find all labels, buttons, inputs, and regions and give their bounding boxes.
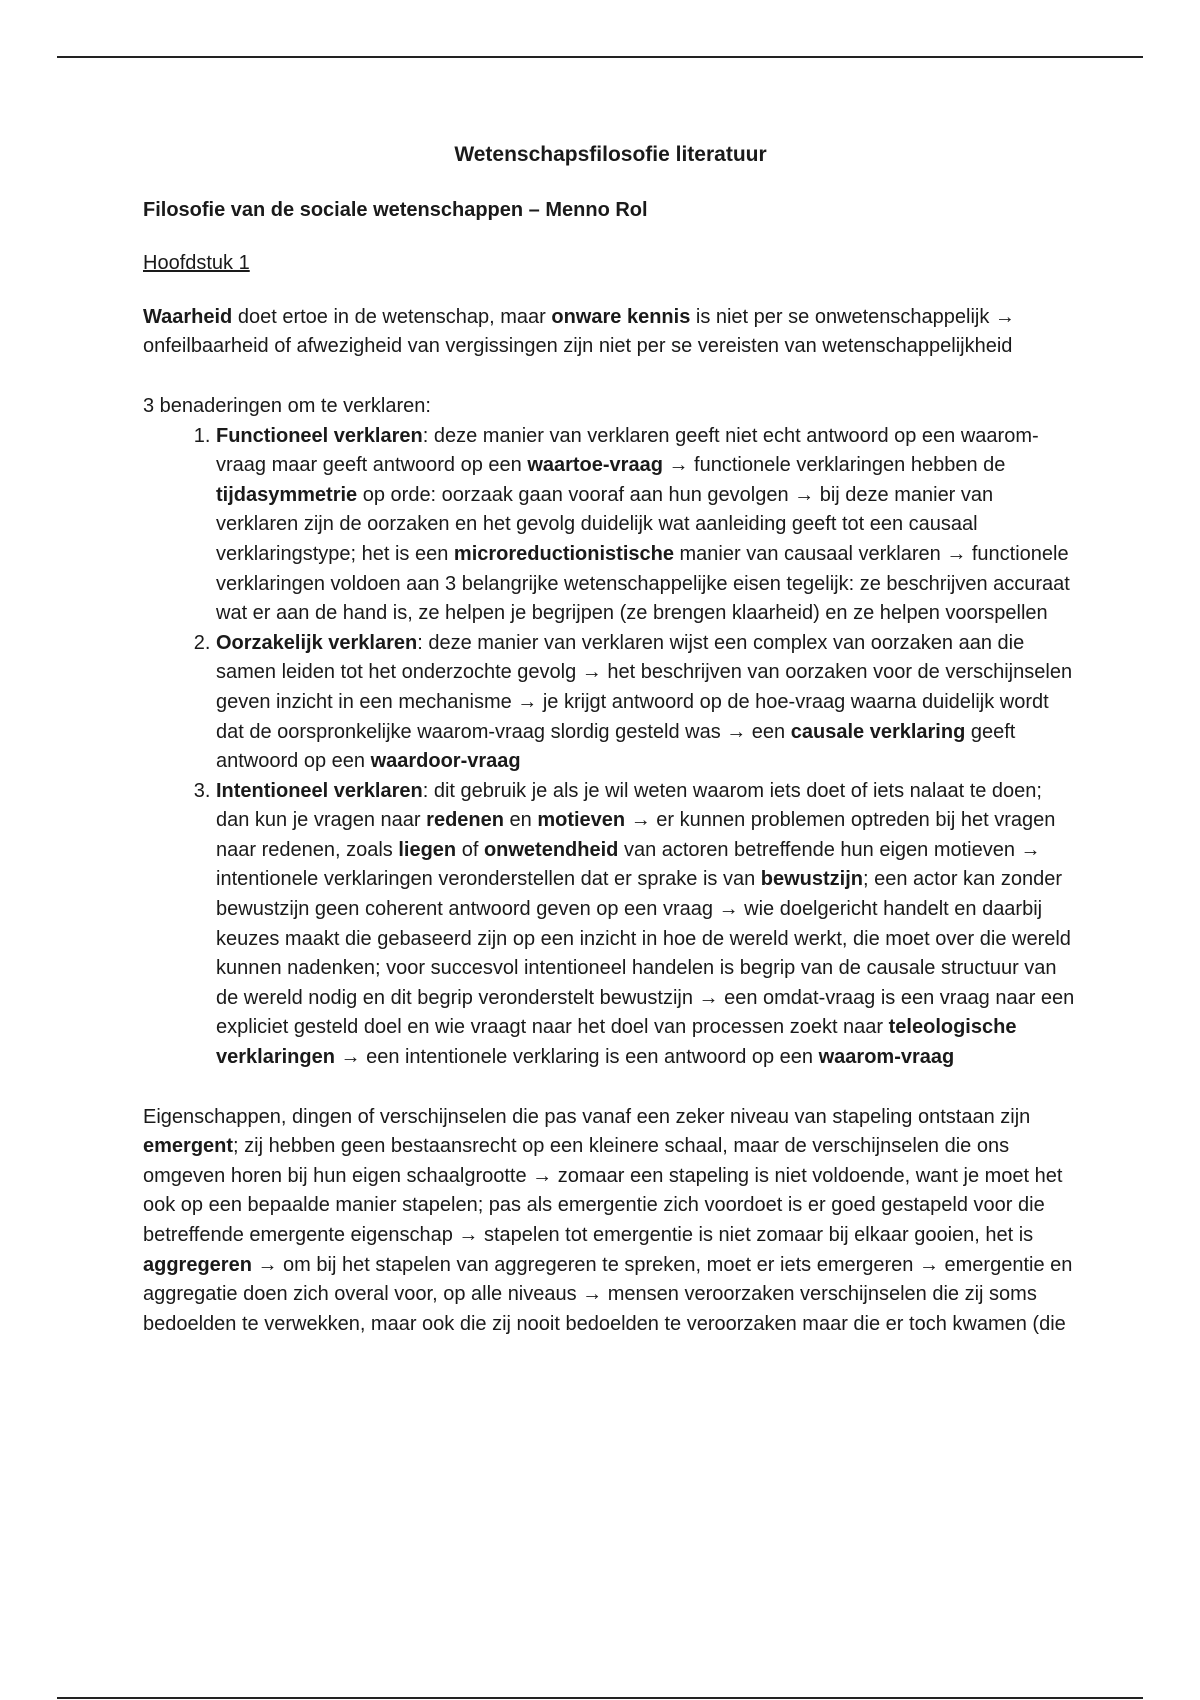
document-title: Wetenschapsfilosofie literatuur bbox=[454, 143, 767, 166]
footer-rule bbox=[57, 1697, 1143, 1699]
intro-paragraph: Waarheid doet ertoe in de wetenschap, maar onware kennis is niet per se onwetenschappelijk → onfeilbaarheid of afwezigheid van vergissingen zijn niet per se vereisten van wetenschappelijkheid bbox=[143, 305, 1015, 358]
emergence-paragraph: Eigenschappen, dingen of verschijnselen die pas vanaf een zeker niveau van stapeling ontstaan zijn emergent; zij hebben geen bestaansrecht op een kleinere schaal, maar de verschijnselen die ons omgeven horen bij hun eigen schaalgrootte → zomaar een stapeling is niet voldoende, want je moet het ook op een bepaalde manier stapelen; pas als emergentie zich voordoet is er goed gestapeld voor die betreffende emergente eigenschap → stapelen tot emergentie is niet zomaar bij elkaar gooien, het is aggregeren → om bij het stapelen van aggregeren te spreken, moet er iets emergeren → emergentie en aggregatie doen zich overal voor, op alle niveaus → mensen veroorzaken verschijnselen die zij soms bedoelden te verwekken, maar ook die zij nooit bedoelden te veroorzaken maar die er toch kwamen (die bbox=[143, 1105, 1073, 1335]
term-waarheid: Waarheid bbox=[143, 305, 233, 328]
header-rule bbox=[57, 56, 1143, 58]
document-subtitle: Filosofie van de sociale wetenschappen – Menno Rol bbox=[143, 198, 648, 221]
list-item-functioneel: 1. Functioneel verklaren: deze manier van verklaren geeft niet echt antwoord op een waarom-vraag maar geeft antwoord op een waartoe-vraag → functionele verklaringen hebben de tijdasymmetrie op orde: oorzaak gaan vooraf aan hun gevolgen → bij deze manier van verklaren zijn de oorzaken en het gevolg duidelijk wat aanleiding geeft tot een causaal verklaringstype; het is een microreductionistische manier van causaal verklaren → functionele verklaringen voldoen aan 3 belangrijke wetenschappelijke eisen tegelijk: ze beschrijven accuraat wat er aan de hand is, ze helpen je begrijpen (ze brengen klaarheid) en ze helpen voorspellen bbox=[216, 422, 1078, 629]
list-intro: 3 benaderingen om te verklaren: bbox=[143, 394, 431, 417]
document-body bbox=[143, 140, 1078, 1339]
term-emergent: emergent bbox=[143, 1135, 234, 1158]
list-item-oorzakelijk: 2. Oorzakelijk verklaren: deze manier van verklaren wijst een complex van oorzaken aan die samen leiden tot het onderzochte gevolg → het beschrijven van oorzaken voor de verschijnselen geven inzicht in een mechanisme → je krijgt antwoord op de hoe-vraag waarna duidelijk wordt dat de oorspronkelijke waarom-vraag slordig gesteld was → een causale verklaring geeft antwoord op een waardoor-vraag bbox=[216, 629, 1078, 777]
list-item-intentioneel: 3. Intentioneel verklaren: dit gebruik je als je wil weten waarom iets doet of iets nalaat te doen; dan kun je vragen naar redenen en motieven → er kunnen problemen optreden bij het vragen naar redenen, zoals liegen of onwetendheid van actoren betreffende hun eigen motieven → intentionele verklaringen veronderstellen dat er sprake is van bewustzijn; een actor kan zonder bewustzijn geen coherent antwoord geven op een vraag → wie doelgericht handelt en daarbij keuzes maakt die gebaseerd zijn op een inzicht in hoe de wereld werkt, die moet over die wereld kunnen nadenken; voor succesvol intentioneel handelen is begrip van de causale structuur van de wereld nodig en dit begrip veronderstelt bewustzijn → een omdat-vraag is een vraag naar een expliciet gesteld doel en wie vraagt naar het doel van processen zoekt naar teleologische verklaringen → een intentionele verklaring is een antwoord op een waarom-vraag bbox=[216, 777, 1078, 1073]
chapter-heading: Hoofdstuk 1 bbox=[143, 252, 250, 275]
term-onware-kennis: onware kennis bbox=[551, 305, 691, 328]
term-aggregeren: aggregeren bbox=[143, 1253, 252, 1276]
approaches-list bbox=[143, 422, 1078, 1073]
